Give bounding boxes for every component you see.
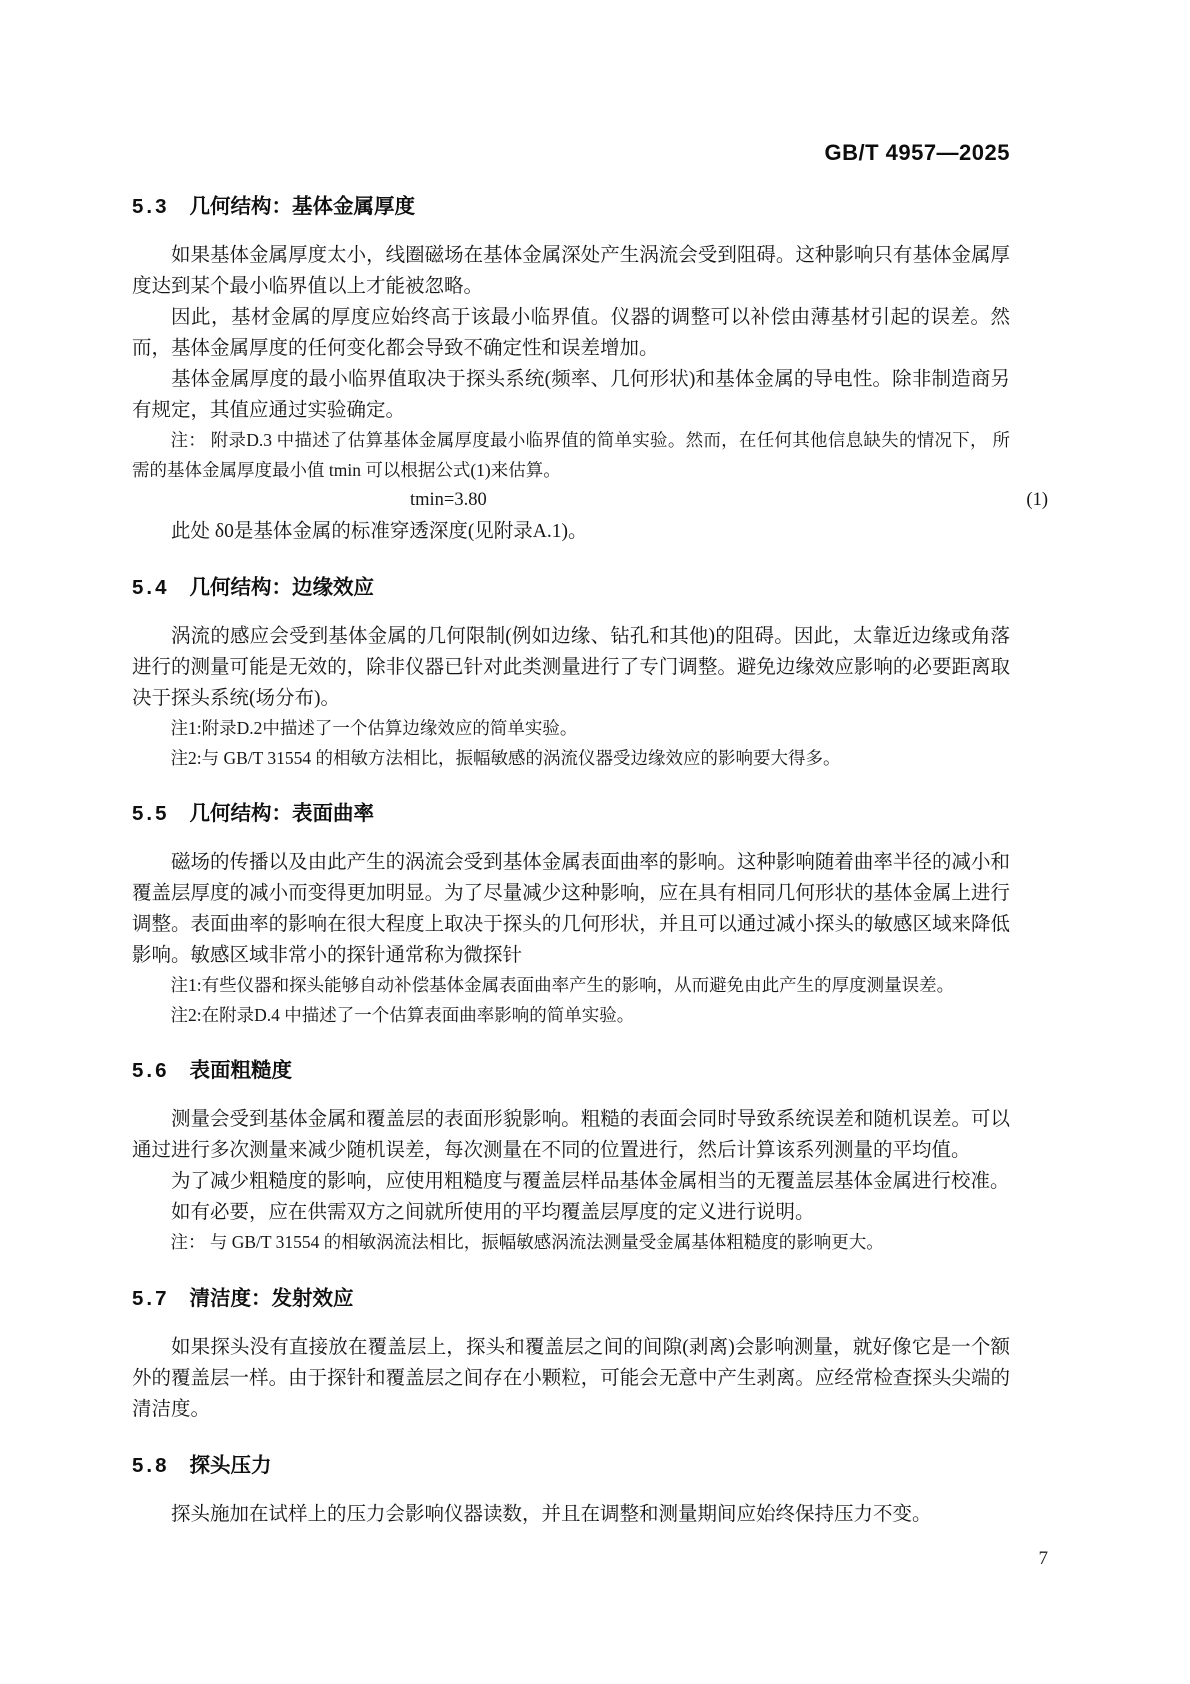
section-number: 5.6 bbox=[132, 1059, 170, 1082]
section-title: 几何结构：基体金属厚度 bbox=[189, 195, 415, 218]
paragraph: 如果探头没有直接放在覆盖层上，探头和覆盖层之间的间隙(剥离)会影响测量，就好像它是一个额外的覆盖层一样。由于探针和覆盖层之间存在小颗粒，可能会无意中产生剥离。应经常检查探头尖端的清洁度。 bbox=[132, 1336, 1010, 1420]
note: 注： 附录D.3 中描述了估算基体金属厚度最小临界值的简单实验。然而，在任何其他信息缺失的情况下， 所需的基体金属厚度最小值 tmin 可以根据公式(1)来估算。 bbox=[132, 430, 1010, 480]
paragraph: 探头施加在试样上的压力会影响仪器读数，并且在调整和测量期间应始终保持压力不变。 bbox=[171, 1503, 932, 1525]
section-5-7 bbox=[132, 1285, 1010, 1425]
formula-number: (1) bbox=[1026, 490, 1048, 510]
section-5-5-heading bbox=[132, 800, 1010, 828]
paragraph: 磁场的传播以及由此产生的涡流会受到基体金属表面曲率的影响。这种影响随着曲率半径的减小和覆盖层厚度的减小而变得更加明显。为了尽量减少这种影响，应在具有相同几何形状的基体金属上进行调整。表面曲率的影响在很大程度上取决于探头的几何形状，并且可以通过减小探头的敏感区域来降低影响。敏感区域非常小的探针通常称为微探针 bbox=[132, 852, 1010, 966]
section-number: 5.5 bbox=[132, 802, 170, 825]
section-number: 5.4 bbox=[132, 576, 170, 599]
paragraph: 此处 δ0是基体金属的标准穿透深度(见附录A.1)。 bbox=[171, 521, 588, 542]
note: 注： 与 GB/T 31554 的相敏涡流法相比，振幅敏感涡流法测量受金属基体粗糙度的影响更大。 bbox=[170, 1232, 884, 1252]
section-title: 几何结构：表面曲率 bbox=[189, 802, 374, 825]
paragraph: 如果基体金属厚度太小，线圈磁场在基体金属深处产生涡流会受到阻碍。这种影响只有基体金属厚度达到某个最小临界值以上才能被忽略。 bbox=[132, 245, 1010, 297]
section-5-4-heading bbox=[132, 574, 1010, 602]
section-title: 几何结构：边缘效应 bbox=[189, 576, 374, 599]
section-5-8-heading bbox=[132, 1452, 1010, 1480]
section-5-5 bbox=[132, 800, 1010, 1030]
section-number: 5.8 bbox=[132, 1453, 170, 1477]
formula-row bbox=[132, 485, 1048, 516]
note: 注2:在附录D.4 中描述了一个估算表面曲率影响的简单实验。 bbox=[170, 1004, 635, 1025]
paragraph: 测量会受到基体金属和覆盖层的表面形貌影响。粗糙的表面会同时导致系统误差和随机误差。可以通过进行多次测量来减少随机误差，每次测量在不同的位置进行，然后计算该系列测量的平均值。 bbox=[132, 1109, 1010, 1161]
page-number: 7 bbox=[1038, 1548, 1048, 1569]
section-5-6-heading bbox=[132, 1057, 1010, 1085]
note: 注1:附录D.2中描述了一个估算边缘效应的简单实验。 bbox=[170, 718, 578, 738]
section-5-3 bbox=[132, 193, 1048, 547]
paragraph: 因此，基材金属的厚度应始终高于该最小临界值。仪器的调整可以补偿由薄基材引起的误差。然而，基体金属厚度的任何变化都会导致不确定性和误差增加。 bbox=[132, 307, 1010, 359]
section-title: 探头压力 bbox=[189, 1453, 272, 1477]
paragraph: 基体金属厚度的最小临界值取决于探头系统(频率、几何形状)和基体金属的导电性。除非制造商另有规定，其值应通过实验确定。 bbox=[132, 369, 1010, 421]
paragraph: 涡流的感应会受到基体金属的几何限制(例如边缘、钻孔和其他)的阻碍。因此，太靠近边缘或角落进行的测量可能是无效的，除非仪器已针对此类测量进行了专门调整。避免边缘效应影响的必要距离取决于探头系统(场分布)。 bbox=[132, 626, 1010, 709]
section-5-3-heading bbox=[132, 193, 1010, 221]
doc-code: GB/T 4957—2025 bbox=[824, 140, 1010, 165]
section-5-8 bbox=[132, 1452, 1010, 1530]
section-title: 清洁度：发射效应 bbox=[189, 1286, 354, 1310]
doc-header bbox=[132, 140, 1010, 166]
section-5-4 bbox=[132, 574, 1010, 773]
section-5-6 bbox=[132, 1057, 1010, 1258]
formula-expression: tmin=3.80 bbox=[410, 490, 487, 510]
section-number: 5.3 bbox=[132, 195, 170, 218]
section-5-7-heading bbox=[132, 1285, 1010, 1313]
paragraph: 如有必要，应在供需双方之间就所使用的平均覆盖层厚度的定义进行说明。 bbox=[171, 1202, 815, 1223]
note: 注2:与 GB/T 31554 的相敏方法相比，振幅敏感的涡流仪器受边缘效应的影响要大得多。 bbox=[170, 747, 841, 768]
section-title: 表面粗糙度 bbox=[189, 1059, 292, 1082]
paragraph: 为了减少粗糙度的影响，应使用粗糙度与覆盖层样品基体金属相当的无覆盖层基体金属进行校准。 bbox=[171, 1171, 1010, 1192]
note: 注1:有些仪器和探头能够自动补偿基体金属表面曲率产生的影响，从而避免由此产生的厚度测量误差。 bbox=[170, 975, 955, 995]
section-number: 5.7 bbox=[132, 1286, 170, 1310]
